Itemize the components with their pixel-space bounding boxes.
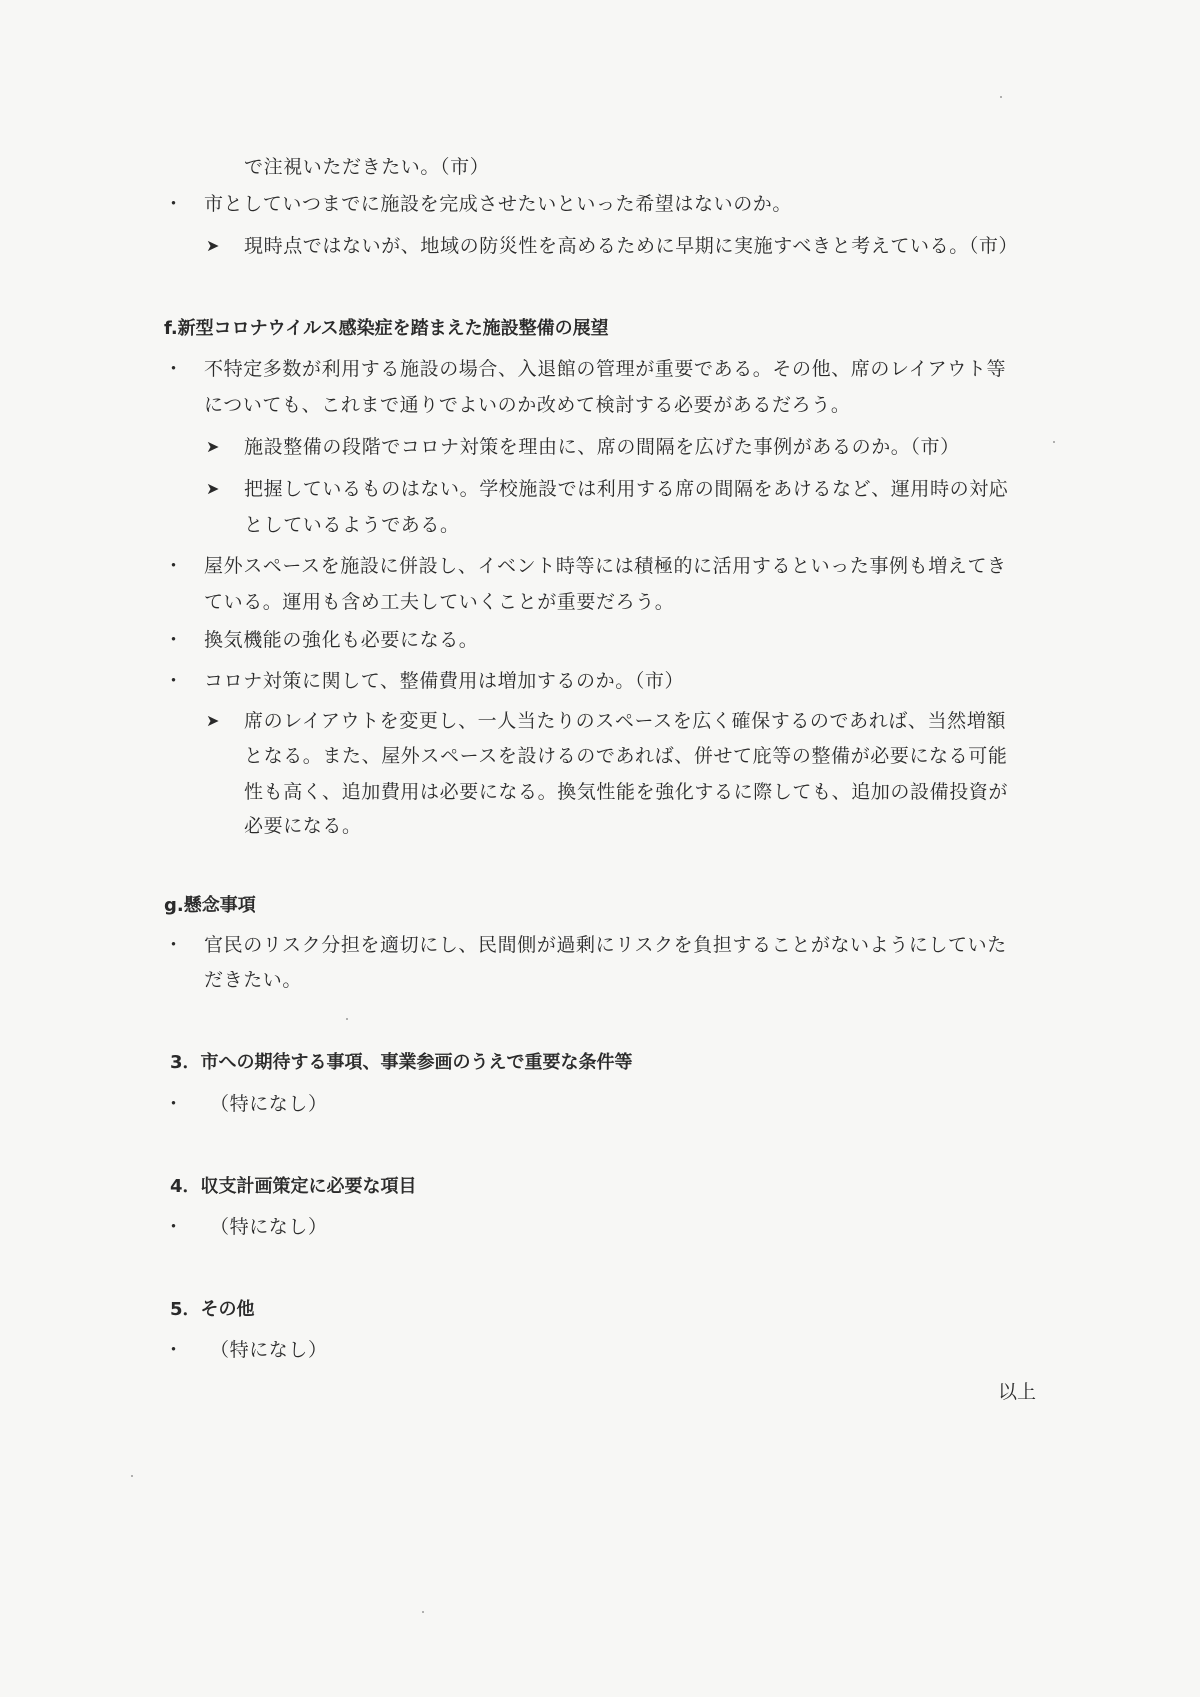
- continuation-line: で注視いただきたい。（市）: [244, 156, 490, 178]
- arrow-icon: ➤: [206, 711, 220, 730]
- scan-speck: [1000, 96, 1002, 98]
- f-reply2-line2: としているようである。: [244, 514, 460, 536]
- arrow-icon: ➤: [206, 479, 220, 498]
- bullet-mark: ・: [164, 1093, 184, 1115]
- scan-speck: [346, 1018, 348, 1020]
- q1-answer: 現時点ではないが、地域の防災性を高めるために早期に実施すべきと考えている。（市）: [244, 235, 1019, 257]
- arrow-icon: ➤: [206, 236, 220, 255]
- section-4-heading: 4．収支計画策定に必要な項目: [170, 1176, 417, 1197]
- arrow-icon: ➤: [206, 437, 220, 456]
- g-item1-line2: だきたい。: [204, 969, 303, 991]
- f-reply3-line3: 性も高く、追加費用は必要になる。換気性能を強化するに際しても、追加の設備投資が: [244, 781, 1009, 803]
- f-item1-line1: 不特定多数が利用する施設の場合、入退館の管理が重要である。その他、席のレイアウト等: [204, 358, 1007, 380]
- f-item4: コロナ対策に関して、整備費用は増加するのか。（市）: [204, 670, 685, 692]
- q1-text: 市としていつまでに施設を完成させたいといった希望はないのか。: [204, 193, 793, 215]
- f-reply3-line1: 席のレイアウトを変更し、一人当たりのスペースを広く確保するのであれば、当然増額: [244, 710, 1006, 732]
- bullet-mark: ・: [164, 358, 184, 380]
- f-reply2-line1: 把握しているものはない。学校施設では利用する席の間隔をあけるなど、運用時の対応: [244, 478, 1009, 500]
- f-item1-line2: についても、これまで通りでよいのか改めて検討する必要があるだろう。: [204, 394, 851, 416]
- f-reply3-line2: となる。また、屋外スペースを設けるのであれば、併せて庇等の整備が必要になる可能: [244, 745, 1008, 767]
- scan-speck: [1053, 441, 1055, 443]
- f-item3: 換気機能の強化も必要になる。: [204, 629, 479, 651]
- scan-speck: [131, 1475, 133, 1477]
- bullet-mark: ・: [164, 193, 184, 215]
- g-item1-line1: 官民のリスク分担を適切にし、民間側が過剰にリスクを負担することがないようにしていた: [204, 934, 1007, 956]
- bullet-mark: ・: [164, 1216, 184, 1238]
- section-5-heading: 5．その他: [170, 1299, 255, 1320]
- f-item2-line1: 屋外スペースを施設に併設し、イベント時等には積極的に活用するといった事例も増えてき: [204, 555, 1007, 577]
- section-f-heading: f.新型コロナウイルス感染症を踏まえた施設整備の展望: [164, 318, 609, 339]
- bullet-mark: ・: [164, 934, 184, 956]
- bullet-mark: ・: [164, 1339, 184, 1361]
- section-3-heading: 3．市への期待する事項、事業参画のうえで重要な条件等: [170, 1052, 633, 1073]
- bullet-mark: ・: [164, 670, 184, 692]
- section-4-item: （特になし）: [210, 1216, 328, 1238]
- f-reply1: 施設整備の段階でコロナ対策を理由に、席の間隔を広げた事例があるのか。（市）: [244, 436, 960, 458]
- scan-speck: [422, 1611, 424, 1613]
- section-g-heading: g.懸念事項: [164, 895, 256, 916]
- bullet-mark: ・: [164, 629, 184, 651]
- f-reply3-line4: 必要になる。: [244, 815, 362, 837]
- bullet-mark: ・: [164, 555, 184, 577]
- section-5-item: （特になし）: [210, 1339, 328, 1361]
- f-item2-line2: ている。運用も含め工夫していくことが重要だろう。: [204, 591, 675, 613]
- closing-mark: 以上: [998, 1381, 1037, 1403]
- section-3-item: （特になし）: [210, 1093, 328, 1115]
